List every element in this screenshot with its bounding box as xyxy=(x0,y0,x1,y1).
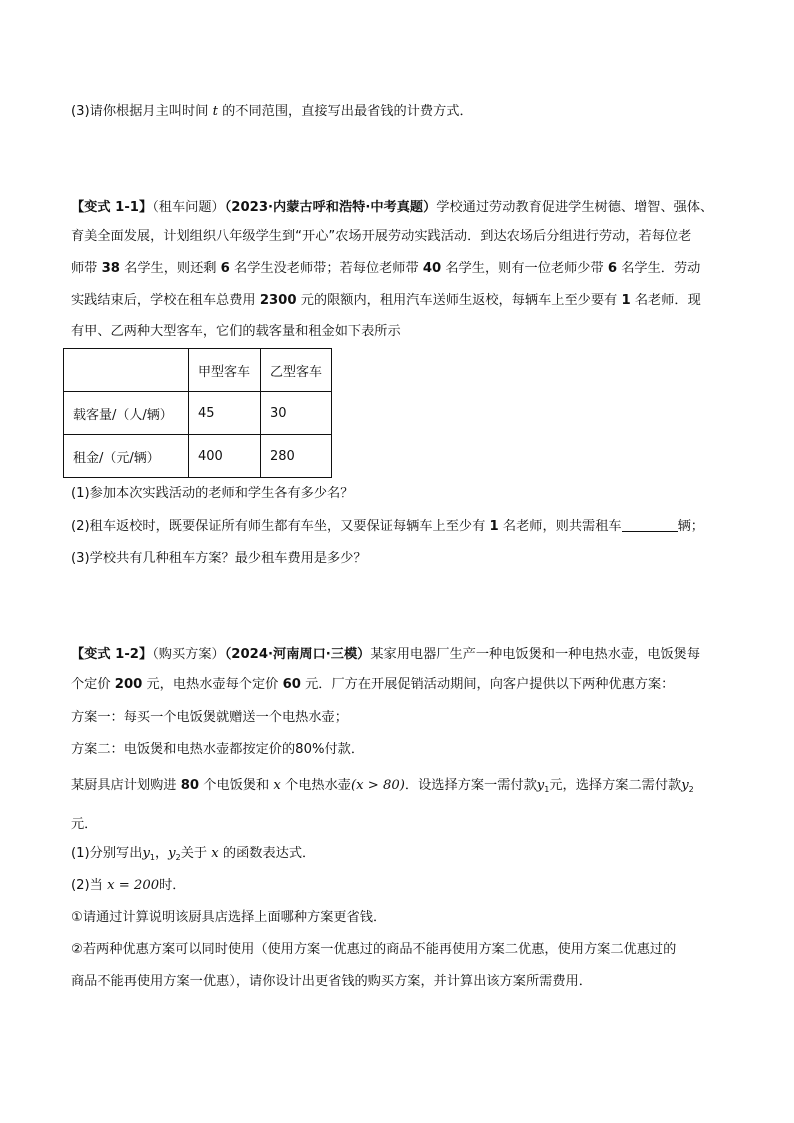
variant-1-1-q2: (2)租车返校时，既要保证所有师生都有车坐，又要保证每辆车上至少有 1 名老师，则共需租车 辆； xyxy=(71,519,704,534)
answer-blank xyxy=(622,517,678,532)
table-row xyxy=(64,435,332,478)
variant-1-1-tag: 【变式 1-1】 xyxy=(71,200,153,215)
variant-1-1-line-5: 有甲、乙两种大型客车，它们的载客量和租金如下表所示 xyxy=(71,324,401,339)
prev-question-3: (3)请你根据月主叫时间 t 的不同范围，直接写出最省钱的计费方式． xyxy=(71,104,473,119)
table-header-row xyxy=(64,349,332,392)
table-cell: 280 xyxy=(261,435,332,478)
variant-1-1-source: （2023·内蒙古呼和浩特·中考真题） xyxy=(224,200,437,215)
variant-1-1-line-2: 育美全面发展，计划组织八年级学生到“开心”农场开展劳动实践活动．到达农场后分组进行劳动，若每位老 xyxy=(71,229,692,244)
variant-1-2-line-5: 某厨具店计划购进 80 个电饭煲和 x 个电热水壶(x > 80)．设选择方案一需付款$y_1$元，选择方案二需付款$y_2$ xyxy=(71,778,694,794)
plan-two: 方案二：电饭煲和电热水壶都按定价的80%付款． xyxy=(71,742,365,757)
variant-1-2-source: （2024·河南周口·三模） xyxy=(224,647,371,662)
table-cell: 乙型客车 xyxy=(261,349,332,392)
variant-1-2-topic: （购买方案） xyxy=(152,647,225,662)
variant-1-2-q2: (2)当 x = 200时． xyxy=(71,878,186,893)
table-cell: 甲型客车 xyxy=(189,349,261,392)
variant-1-2-line-2: 个定价 200 元，电热水壶每个定价 60 元．厂方在开展促销活动期间，向客户提供以下两种优惠方案： xyxy=(71,677,675,692)
table-cell: 30 xyxy=(261,392,332,435)
variant-1-1-line-1: 【变式 1-1】（租车问题）（2023·内蒙古呼和浩特·中考真题）学校通过劳动教育促进学生树德、增智、强体、 xyxy=(71,200,714,215)
variant-1-2-q2-sub-b-line-2: 商品不能再使用方案一优惠），请你设计出更省钱的购买方案，并计算出该方案所需费用． xyxy=(71,974,592,989)
variant-1-1-line-4: 实践结束后，学校在租车总费用 2300 元的限额内，租用汽车送师生返校，每辆车上至少要有 1 名老师．现 xyxy=(71,293,701,308)
variant-1-2-q2-sub-b-line-1: ②若两种优惠方案可以同时使用（使用方案一优惠过的商品不能再使用方案二优惠，使用方案二优惠过的 xyxy=(71,942,677,957)
plan-one: 方案一：每买一个电饭煲就赠送一个电热水壶； xyxy=(71,710,348,725)
variant-1-2-tag: 【变式 1-2】 xyxy=(71,647,153,662)
table-cell xyxy=(64,349,189,392)
variant-1-1-line-3: 师带 38 名学生，则还剩 6 名学生没老师带；若每位老师带 40 名学生，则有一位老师少带 6 名学生．劳动 xyxy=(71,261,701,276)
table-cell: 载客量/（人/辆） xyxy=(64,392,189,435)
variant-1-2-line-1: 【变式 1-2】（购买方案）（2024·河南周口·三模）某家用电器厂生产一种电饭煲和一种电热水壶，电饭煲每 xyxy=(71,647,701,662)
variant-1-2-q1: (1)分别写出$y_1$，$y_2$关于 x 的函数表达式． xyxy=(71,846,316,862)
variant-1-1-topic: （租车问题） xyxy=(152,200,225,215)
variant-1-1-q3: (3)学校共有几种租车方案？最少租车费用是多少？ xyxy=(71,551,367,566)
table-row xyxy=(64,392,332,435)
table-cell: 45 xyxy=(189,392,261,435)
table-cell: 租金/（元/辆） xyxy=(64,435,189,478)
variant-1-2-q2-sub-a: ①请通过计算说明该厨具店选择上面哪种方案更省钱． xyxy=(71,910,387,925)
rental-table xyxy=(63,348,332,478)
variant-1-1-q1: (1)参加本次实践活动的老师和学生各有多少名？ xyxy=(71,486,354,501)
variant-1-2-line-6: 元． xyxy=(71,817,98,832)
table-cell: 400 xyxy=(189,435,261,478)
